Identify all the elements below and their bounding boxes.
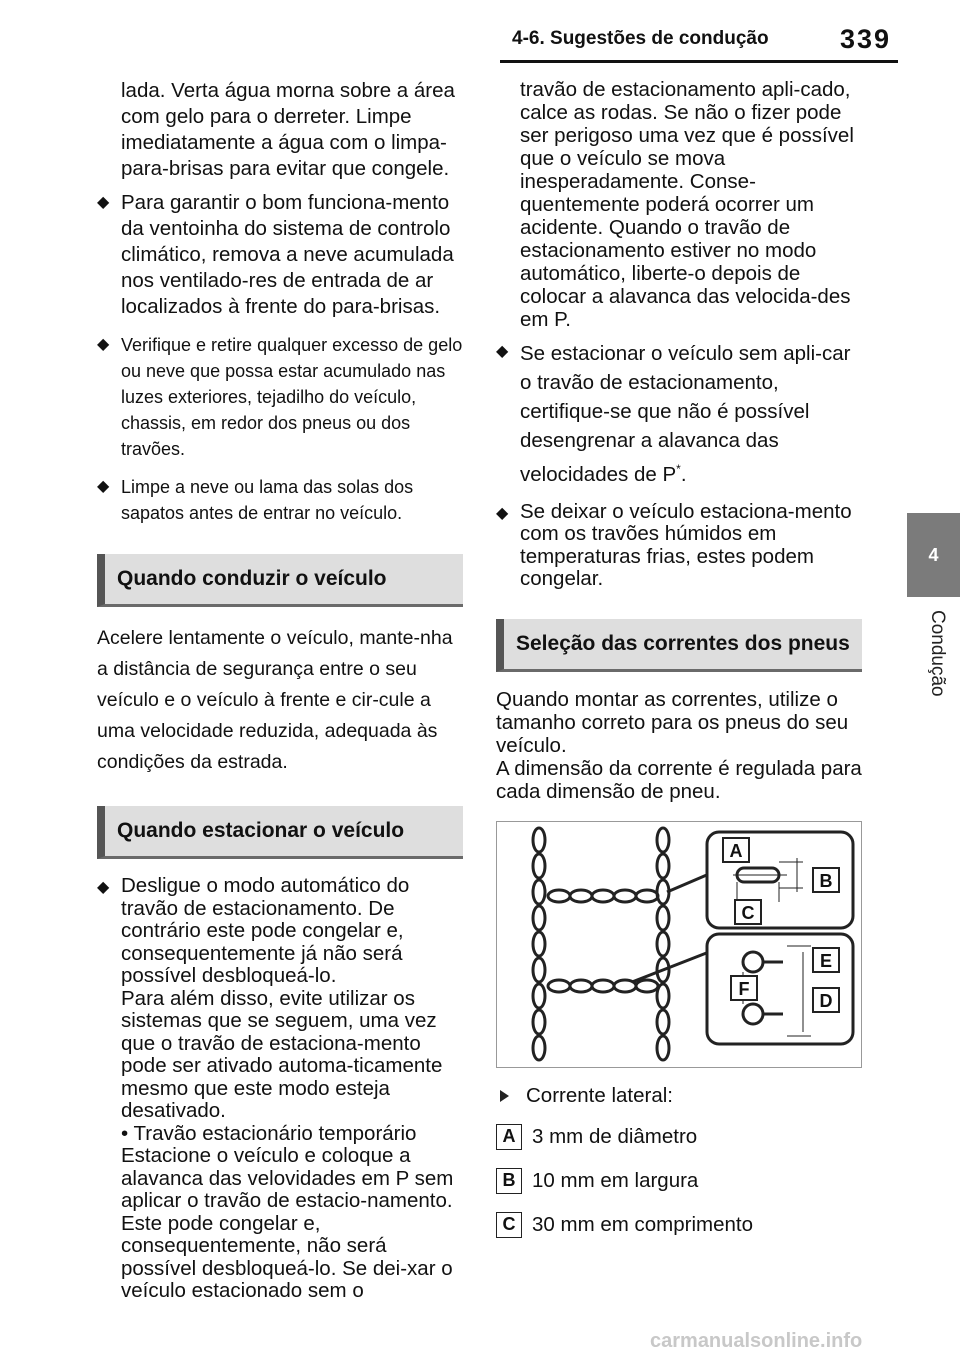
chains-paragraph: Quando montar as correntes, utilize o tamanho correto para os pneus do seu veículo.: [496, 687, 849, 757]
parking-bullet-cont: Estacione o veículo e coloque a alavanca das velovidades em P sem aplicar o travão de estacio-namento. Este pode congelar e, consequentemente, não será possível desbloqueá-lo. Se dei-xar o veículo estacionado sem o: [121, 1144, 454, 1302]
footnote-mark: *: [676, 462, 681, 476]
diagram-label-e: E: [819, 950, 833, 971]
spec-tag: C: [496, 1212, 522, 1238]
bullet-item: ◆ Limpe a neve ou lama das solas dos sapatos antes de entrar no veículo.: [97, 474, 463, 526]
chapter-tab[interactable]: [907, 513, 960, 597]
site-watermark: carmanualsonline.info: [650, 1330, 863, 1352]
parking-bullet-cont: Para além disso, evite utilizar os sistemas que se seguem, uma vez que o travão de estaciona-mento pode ser ativado automa-ticamente mesmo que este modo esteja desativado.: [121, 986, 443, 1122]
bullet-item: ◆ Para garantir o bom funciona-mento da ventoinha do sistema de controlo climático, remova a neve acumulada nos ventilado-res de entrada de ar localizados à frente do para-brisas.: [97, 190, 463, 320]
spec-text: 3 mm de diâmetro: [532, 1124, 698, 1148]
continued-text: travão de estacionamento apli-cado, calce as rodas. Se não o fizer pode ser perigoso uma vez que é possível que o veículo se mova inesperadamente. Conse-quentemente poderá ocorrer um acidente. Quando o travão de estacionamento estiver no modo automático, liberte-o depois de colocar a alavanca das velocida-des em P.: [520, 78, 854, 331]
lateral-chain-label: Corrente lateral:: [496, 1084, 862, 1108]
diagram-label-d: D: [819, 990, 833, 1011]
diagram-label-b: B: [819, 870, 833, 891]
continued-text: lada. Verta água morna sobre a área com gelo para o derreter. Limpe imediatamente a água com o limpa-para-brisas para evitar que congele.: [121, 79, 455, 180]
spec-row-b: [496, 1168, 862, 1194]
right-column: [496, 78, 862, 1256]
spec-text: 30 mm em comprimento: [532, 1212, 754, 1236]
section-heading-parking: Quando estacionar o veículo: [97, 806, 463, 859]
header-divider: [500, 60, 898, 63]
section-heading-driving: Quando conduzir o veículo: [97, 554, 463, 607]
parking-bullet-subitem: • Travão estacionário temporário: [121, 1121, 417, 1145]
left-column: [97, 78, 463, 1315]
diagram-label-c: C: [741, 902, 755, 923]
tire-chain-diagram: [496, 821, 862, 1068]
diagram-label-f: F: [738, 978, 750, 999]
tire-chain-illustration: [497, 822, 861, 1067]
driving-paragraph: Acelere lentamente o veículo, mante-nha a distância de segurança entre o seu veículo e o veículo à frente e cir-cule a uma velocidade reduzida, adequada às condições da estrada.: [97, 627, 453, 773]
bullet-item: ◆ Verifique e retire qualquer excesso de gelo ou neve que possa estar acumulado nas luzes exteriores, tejadilho do veículo, chassis, em redor dos pneus ou dos travões.: [97, 332, 463, 462]
spec-tag: B: [496, 1168, 522, 1194]
bullet-item: [97, 875, 463, 1303]
chains-paragraph: A dimensão da corrente é regulada para cada dimensão de pneu.: [496, 756, 862, 803]
spec-row-a: [496, 1124, 862, 1150]
parking-bullet-text: Desligue o modo automático do travão de estacionamento. De contrário este pode congelar e, consequentemente já não será possível desbloqueá-lo.: [121, 874, 410, 987]
spec-tag: A: [496, 1124, 522, 1150]
bullet-text: Se estacionar o veículo sem apli-car o travão de estacionamento, certifique-se que não é possível desengrenar a alavanca das velocidades de P: [520, 342, 851, 486]
page-number: 339: [840, 24, 892, 54]
spec-row-c: [496, 1212, 862, 1238]
section-heading-chains: Seleção das correntes dos pneus: [496, 619, 862, 672]
diagram-label-a: A: [729, 840, 743, 861]
bullet-text-end: .: [680, 462, 687, 486]
chapter-number: 4: [928, 544, 939, 565]
spec-text: 10 mm em largura: [532, 1168, 699, 1192]
page-header-title: 4-6. Sugestões de condução: [512, 28, 769, 49]
chapter-label: Condução: [927, 610, 948, 697]
bullet-item: [496, 339, 862, 489]
bullet-item: ◆ Se deixar o veículo estaciona-mento com os travões húmidos em temperaturas frias, estes podem congelar.: [496, 501, 862, 591]
